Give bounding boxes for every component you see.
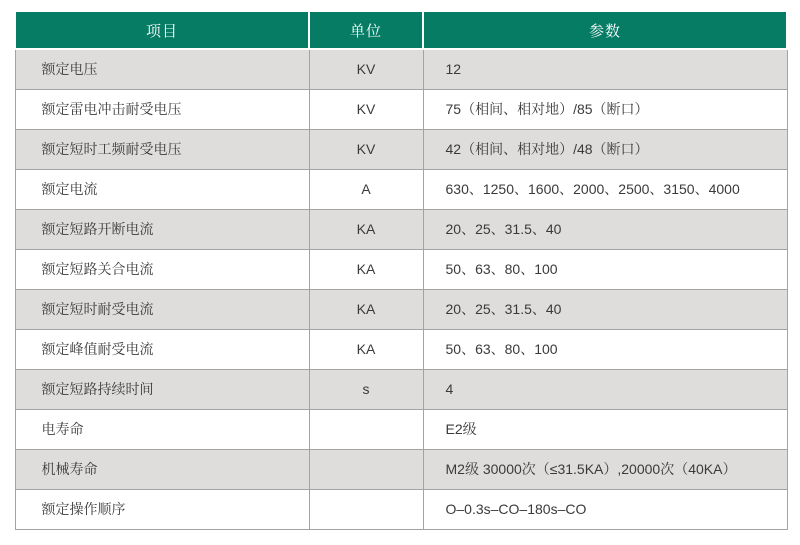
unit-cell: KA	[309, 249, 423, 289]
unit-cell	[309, 409, 423, 449]
param-cell: 20、25、31.5、40	[423, 289, 787, 329]
unit-cell: A	[309, 169, 423, 209]
item-cell: 额定电压	[15, 49, 309, 89]
param-cell: 50、63、80、100	[423, 329, 787, 369]
unit-cell: KV	[309, 129, 423, 169]
param-cell: 75（相间、相对地）/85（断口）	[423, 89, 787, 129]
item-cell: 额定操作顺序	[15, 489, 309, 529]
unit-cell: KA	[309, 329, 423, 369]
item-cell: 额定短时工频耐受电压	[15, 129, 309, 169]
param-cell: 50、63、80、100	[423, 249, 787, 289]
param-cell: E2级	[423, 409, 787, 449]
unit-cell: s	[309, 369, 423, 409]
table-row	[15, 169, 787, 209]
unit-cell: KA	[309, 209, 423, 249]
unit-cell	[309, 449, 423, 489]
table-row	[15, 49, 787, 89]
param-cell: 12	[423, 49, 787, 89]
table-row	[15, 249, 787, 289]
param-cell: M2级 30000次（≤31.5KA）,20000次（40KA）	[423, 449, 787, 489]
table-row	[15, 89, 787, 129]
item-cell: 额定短路开断电流	[15, 209, 309, 249]
param-cell: O–0.3s–CO–180s–CO	[423, 489, 787, 529]
header-item: 项目	[15, 11, 309, 49]
unit-cell: KV	[309, 89, 423, 129]
unit-cell	[309, 489, 423, 529]
table-row	[15, 369, 787, 409]
param-cell: 4	[423, 369, 787, 409]
item-cell: 额定短路关合电流	[15, 249, 309, 289]
table-row	[15, 209, 787, 249]
unit-cell: KA	[309, 289, 423, 329]
header-unit: 单位	[309, 11, 423, 49]
table-row	[15, 329, 787, 369]
table-row	[15, 489, 787, 529]
item-cell: 机械寿命	[15, 449, 309, 489]
table-row	[15, 409, 787, 449]
unit-cell: KV	[309, 49, 423, 89]
table-row	[15, 129, 787, 169]
item-cell: 电寿命	[15, 409, 309, 449]
header-row	[15, 11, 787, 49]
param-cell: 630、1250、1600、2000、2500、3150、4000	[423, 169, 787, 209]
param-cell: 20、25、31.5、40	[423, 209, 787, 249]
spec-table	[14, 10, 788, 530]
item-cell: 额定雷电冲击耐受电压	[15, 89, 309, 129]
table-row	[15, 289, 787, 329]
item-cell: 额定峰值耐受电流	[15, 329, 309, 369]
table-row	[15, 449, 787, 489]
item-cell: 额定短时耐受电流	[15, 289, 309, 329]
item-cell: 额定电流	[15, 169, 309, 209]
header-param: 参数	[423, 11, 787, 49]
param-cell: 42（相间、相对地）/48（断口）	[423, 129, 787, 169]
item-cell: 额定短路持续时间	[15, 369, 309, 409]
